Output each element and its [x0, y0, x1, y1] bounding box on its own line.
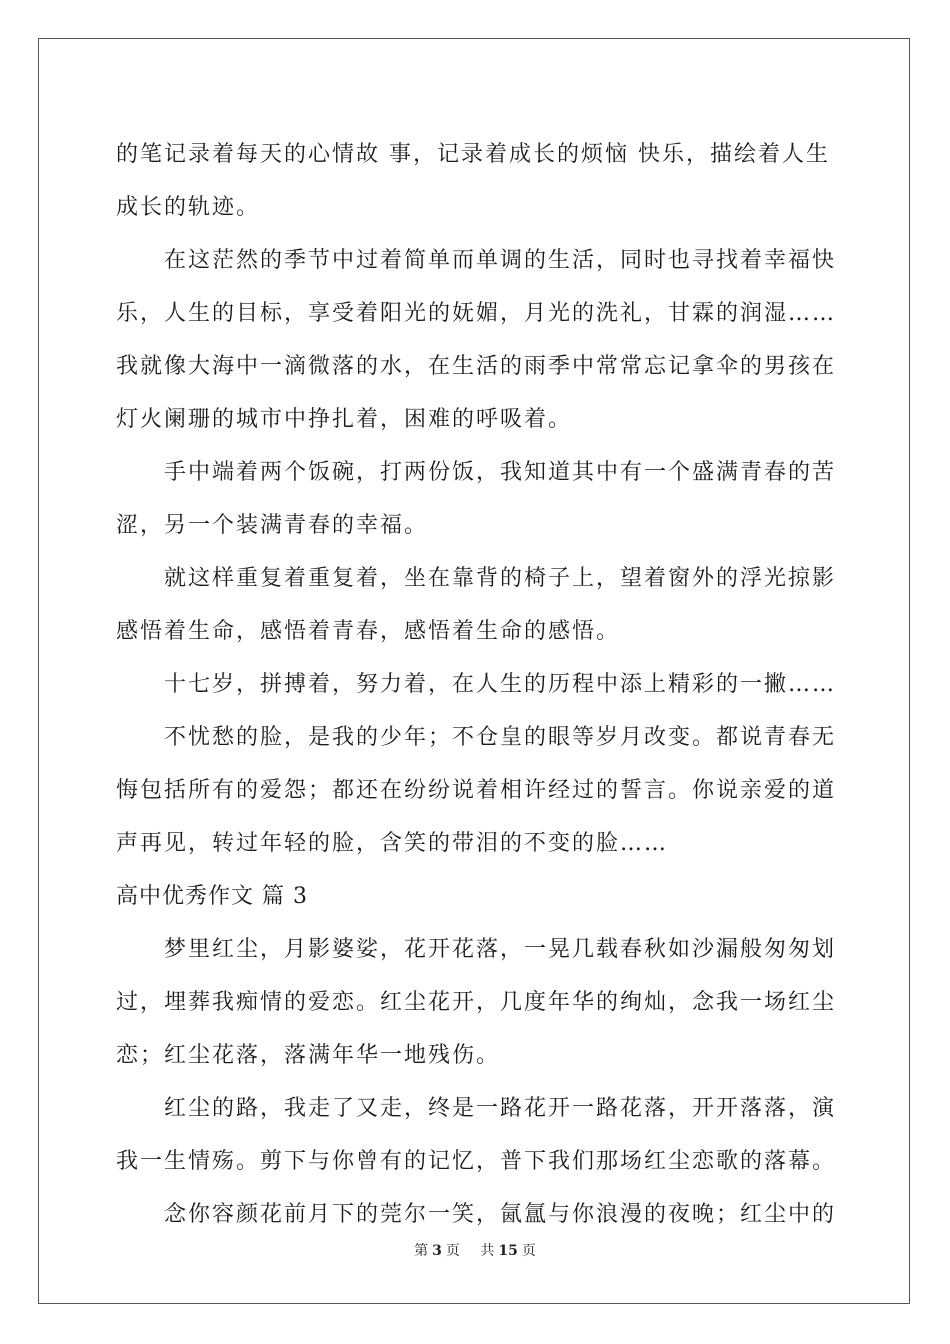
text-line: 过，埋葬我痴情的爱恋。红尘花开，几度年华的绚灿，念我一场红尘: [116, 990, 837, 1015]
paragraph: [116, 1188, 836, 1241]
text-line: 念你容颜花前月下的莞尔一笑，氤氲与你浪漫的夜晚；红尘中的: [164, 1202, 837, 1227]
document-body: [116, 128, 836, 1241]
paragraph: [116, 711, 836, 870]
text-line: 梦里红尘，月影婆娑，花开花落，一晃几载春秋如沙漏般匆匆划: [164, 937, 837, 962]
text-line: 就这样重复着重复着，坐在靠背的椅子上，望着窗外的浮光掠影: [164, 566, 837, 591]
paragraph: [116, 128, 836, 234]
text-line: 的笔记录着每天的心情故 事，记录着成长的烦恼 快乐，描绘着人生: [116, 142, 830, 167]
text-line: 乐，人生的目标，享受着阳光的妩媚，月光的洗礼，甘霖的润湿……: [116, 301, 837, 326]
text-line: 涩，另一个装满青春的幸福。: [116, 513, 429, 538]
text-line: 十七岁，拼搏着，努力着，在人生的历程中添上精彩的一撇……: [164, 672, 837, 697]
text-line: 感悟着生命，感悟着青春，感悟着生命的感悟。: [116, 619, 621, 644]
total-pages-label: 共 15 页: [480, 1243, 536, 1259]
paragraph: [116, 234, 836, 446]
paragraph: [116, 552, 836, 658]
section-heading: 高中优秀作文 篇 3: [116, 884, 308, 909]
paragraph: [116, 923, 836, 1082]
paragraph: [116, 1082, 836, 1188]
text-line: 悔包括所有的爱怨；都还在纷纷说着相许经过的誓言。你说亲爱的道: [116, 778, 837, 803]
text-line: 我一生情殇。剪下与你曾有的记忆，普下我们那场红尘恋歌的落幕。: [116, 1149, 837, 1174]
text-line: 在这茫然的季节中过着简单而单调的生活，同时也寻找着幸福快: [164, 248, 837, 273]
text-line: 手中端着两个饭碗，打两份饭，我知道其中有一个盛满青春的苦: [164, 460, 837, 485]
text-line: 声再见，转过年轻的脸，含笑的带泪的不变的脸……: [116, 831, 669, 856]
paragraph: [116, 658, 836, 711]
text-line: 成长的轨迹。: [116, 195, 261, 220]
text-line: 恋；红尘花落，落满年华一地残伤。: [116, 1043, 501, 1068]
page-label: 第 3 页: [414, 1243, 460, 1259]
paragraph: [116, 446, 836, 552]
text-line: 灯火阑珊的城市中挣扎着，困难的呼吸着。: [116, 407, 573, 432]
text-line: 不忧愁的脸，是我的少年；不仓皇的眼等岁月改变。都说青春无: [164, 725, 837, 750]
page-footer: [0, 1240, 950, 1260]
text-line: 我就像大海中一滴微落的水，在生活的雨季中常常忘记拿伞的男孩在: [116, 354, 837, 379]
text-line: 红尘的路，我走了又走，终是一路花开一路花落，开开落落，演: [164, 1096, 837, 1121]
